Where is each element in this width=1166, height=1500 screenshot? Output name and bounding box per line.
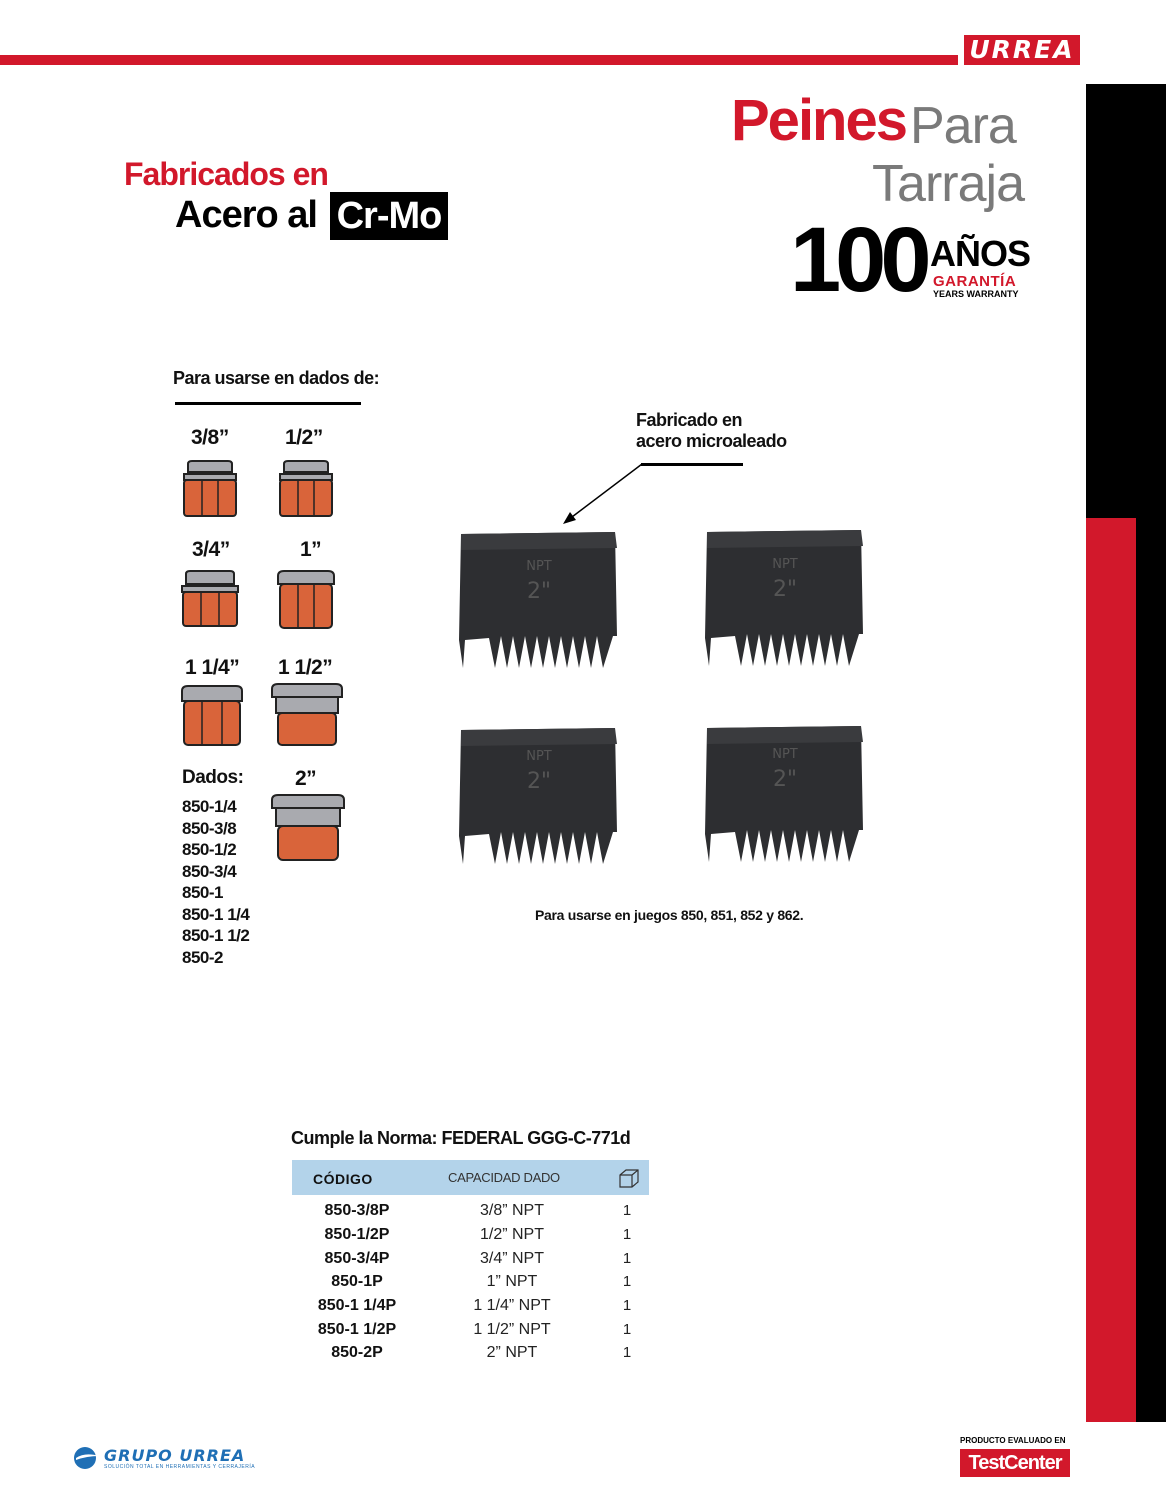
table-row: [292, 1297, 649, 1321]
die-marking: 2": [772, 577, 798, 602]
box-icon: [618, 1168, 640, 1188]
cell-capacidad: 3/4” NPT: [479, 1250, 544, 1267]
cell-capacidad: 1” NPT: [486, 1273, 538, 1290]
cell-codigo: 850-3/4P: [324, 1250, 390, 1267]
cell-qty: 1: [622, 1202, 632, 1219]
list-item: 850-1: [182, 883, 223, 902]
dados-heading: Dados:: [182, 767, 244, 788]
socket-icon: [270, 794, 346, 862]
size-label: 1 1/2”: [278, 656, 333, 679]
size-label: 3/4”: [192, 538, 230, 561]
cell-capacidad: 3/8” NPT: [479, 1202, 544, 1219]
dados-list: [182, 796, 249, 968]
norma-heading: Cumple la Norma: FEDERAL GGG-C-771d: [291, 1128, 631, 1148]
title-tarraja: Tarraja: [872, 155, 1024, 213]
die-marking: 2": [772, 767, 798, 792]
thread-dies-photo: [455, 528, 885, 878]
cell-capacidad: 1/2” NPT: [479, 1226, 544, 1243]
table-row: [292, 1202, 649, 1226]
cell-qty: 1: [622, 1297, 632, 1314]
cell-codigo: 850-1 1/4P: [317, 1297, 397, 1314]
annotation-arrow-icon: [560, 462, 644, 526]
testcenter-logo: TestCenter: [960, 1449, 1070, 1477]
material-line-2: Acero al: [175, 194, 317, 236]
column-header-capacidad: CAPACIDAD DADO: [448, 1170, 560, 1185]
cell-codigo: 850-1 1/2P: [317, 1321, 397, 1338]
usage-underline: [175, 402, 361, 405]
annotation-line-1: Fabricado en: [636, 410, 743, 430]
list-item: 850-1/2: [182, 840, 237, 859]
list-item: 850-2: [182, 947, 223, 967]
die-marking: NPT: [526, 559, 552, 574]
die-marking: NPT: [526, 749, 552, 764]
title-para: Para: [910, 97, 1016, 155]
size-label: 1/2”: [285, 426, 323, 449]
warranty-garantia: GARANTÍA: [933, 273, 1017, 290]
table-row: [292, 1321, 649, 1345]
title-peines: Peines: [731, 88, 906, 153]
die-marking: 2": [526, 769, 552, 794]
top-red-bar: [0, 55, 958, 65]
cell-codigo: 850-2P: [331, 1344, 383, 1361]
die-marking: NPT: [772, 557, 798, 572]
warranty-years-word: AÑOS: [930, 233, 1031, 274]
warranty-number: 100: [790, 209, 926, 311]
cell-qty: 1: [622, 1273, 632, 1290]
usage-heading: Para usarse en dados de:: [173, 368, 380, 388]
cell-capacidad: 1 1/2” NPT: [473, 1321, 551, 1338]
urrea-logo: URREA: [964, 35, 1080, 65]
cell-qty: 1: [622, 1226, 632, 1243]
producto-evaluado-label: PRODUCTO EVALUADO EN: [960, 1436, 1066, 1445]
cell-codigo: 850-1P: [331, 1273, 383, 1290]
list-item: 850-3/4: [182, 861, 237, 881]
side-red-stripe: [1086, 518, 1136, 1422]
table-row: [292, 1250, 649, 1274]
socket-icon: [276, 460, 336, 518]
warranty-years-english: YEARS WARRANTY: [933, 289, 1019, 299]
table-row: [292, 1273, 649, 1297]
grupo-urrea-logo-icon: [73, 1446, 101, 1470]
cell-capacidad: 2” NPT: [486, 1344, 538, 1361]
table-row: [292, 1344, 649, 1368]
material-badge: Cr-Mo: [330, 192, 448, 240]
annotation-line-2: acero microaleado: [636, 431, 787, 451]
cell-qty: 1: [622, 1321, 632, 1338]
size-label: 3/8”: [191, 426, 229, 449]
cell-qty: 1: [622, 1344, 632, 1361]
die-marking: NPT: [772, 747, 798, 762]
socket-icon: [180, 460, 240, 518]
table-row: [292, 1226, 649, 1250]
annotation-text: [636, 410, 787, 452]
column-header-codigo: CÓDIGO: [313, 1171, 373, 1187]
cell-capacidad: 1 1/4” NPT: [473, 1297, 551, 1314]
grupo-urrea-name: GRUPO URREA: [104, 1446, 246, 1465]
cell-qty: 1: [622, 1250, 632, 1267]
die-marking: 2": [526, 579, 552, 604]
cell-codigo: 850-3/8P: [324, 1202, 390, 1219]
socket-icon: [274, 570, 338, 630]
list-item: 850-1 1/4: [182, 904, 250, 924]
list-item: 850-3/8: [182, 818, 237, 838]
annotation-underline: [641, 463, 743, 466]
size-label: 1 1/4”: [185, 656, 240, 679]
material-line-1: Fabricados en: [124, 156, 328, 192]
cell-codigo: 850-1/2P: [324, 1226, 390, 1243]
grupo-urrea-tagline: SOLUCIÓN TOTAL EN HERRAMIENTAS Y CERRAJERÍA: [104, 1464, 256, 1470]
socket-icon: [180, 570, 240, 628]
list-item: 850-1 1/2: [182, 926, 250, 945]
size-label: 1”: [300, 538, 322, 561]
socket-icon: [270, 683, 344, 747]
socket-icon: [180, 685, 244, 747]
size-label: 2”: [295, 767, 317, 790]
photo-caption: Para usarse en juegos 850, 851, 852 y 862.: [535, 907, 804, 923]
list-item: 850-1/4: [182, 797, 237, 816]
